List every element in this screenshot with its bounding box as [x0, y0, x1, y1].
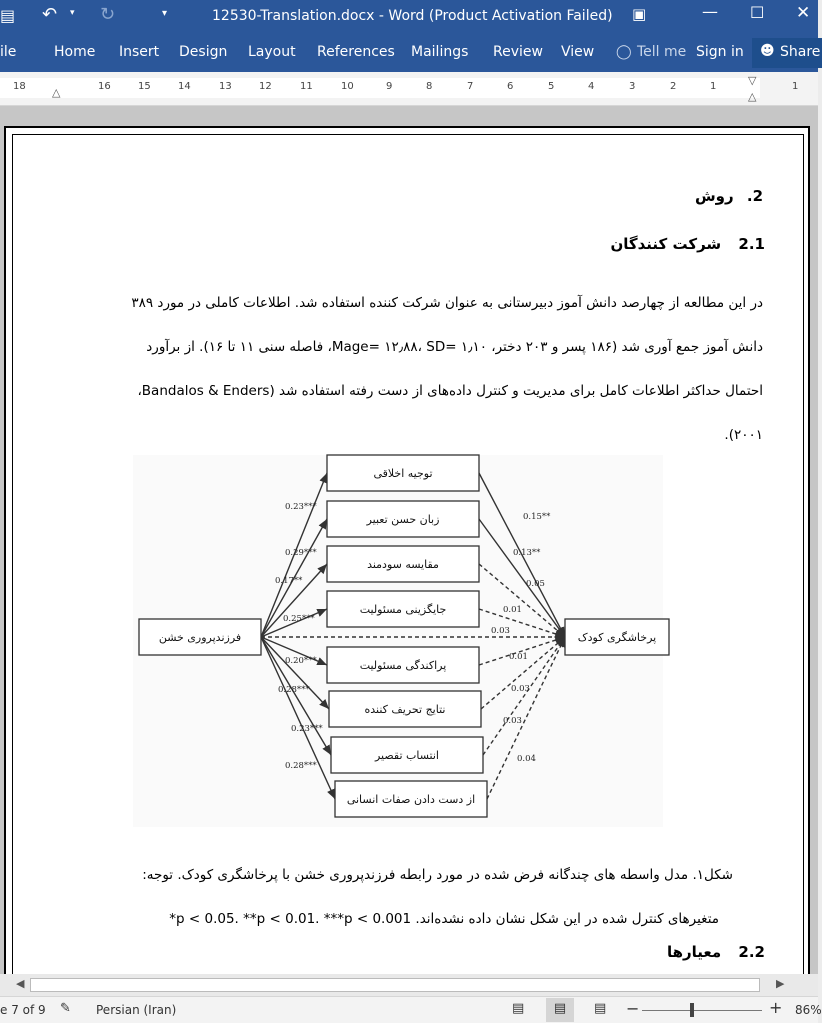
- a-path-coefficient: 0.25***: [283, 614, 315, 624]
- maximize-icon[interactable]: ☐: [750, 3, 765, 22]
- ruler-label: 13: [219, 81, 232, 92]
- document-page[interactable]: [4, 126, 810, 996]
- caption-line: شکل۱. مدل واسطه های چندگانه فرض شده در مورد رابطه فرزندپروری خشن با پرخاشگری کودک. توجه:: [142, 867, 733, 883]
- caption-line: متغیرهای کنترل شده در این شکل نشان داده نشده‌اند. p < 0.05. **p < 0.01. ***p < 0.001*: [169, 911, 719, 927]
- zoom-in-icon[interactable]: +: [769, 998, 783, 1017]
- minimize-icon[interactable]: —: [702, 2, 718, 21]
- mediator-node-label: زبان حسن تعبیر: [366, 513, 440, 526]
- ruler-label: 8: [426, 81, 433, 92]
- b-path-coefficient: 0.03: [511, 684, 530, 694]
- language-indicator[interactable]: Persian (Iran): [96, 1003, 177, 1017]
- horizontal-ruler[interactable]: [0, 72, 818, 106]
- undo-dropdown-icon[interactable]: ▾: [70, 8, 75, 18]
- subsection-heading: [513, 235, 765, 253]
- tab-home[interactable]: Home: [54, 44, 96, 60]
- redo-icon[interactable]: ↻: [100, 4, 116, 25]
- title-bar: [0, 0, 818, 34]
- ruler-label: 1: [710, 81, 717, 92]
- b-path-coefficient: 0.01: [509, 652, 528, 662]
- window-title: 12530-Translation.docx - Word (Product Activation Failed): [212, 8, 613, 24]
- a-path-coefficient: 0.28***: [285, 761, 317, 771]
- tab-file[interactable]: ile: [0, 44, 17, 60]
- horizontal-scrollbar[interactable]: [0, 974, 818, 996]
- tell-me-box[interactable]: Tell me: [637, 44, 687, 60]
- customize-icon[interactable]: ▾: [162, 8, 168, 19]
- ruler-ticks: [0, 81, 818, 97]
- save-icon[interactable]: ▤: [0, 6, 16, 25]
- tab-references[interactable]: References: [317, 44, 395, 60]
- mediation-model-figure: [133, 455, 663, 827]
- share-button[interactable]: [752, 38, 822, 68]
- outcome-node-label: پرخاشگری کودک: [577, 631, 657, 644]
- ruler-label: 12: [259, 81, 272, 92]
- read-mode-icon[interactable]: ▤: [512, 1001, 525, 1016]
- a-path-coefficient: 0.23***: [291, 724, 323, 734]
- section-title: روش: [694, 187, 734, 205]
- ruler-label: 6: [507, 81, 514, 92]
- ruler-label: 1: [792, 81, 799, 92]
- body-paragraph: [53, 281, 763, 457]
- predictor-node-label: فرزندپروری خشن: [158, 631, 242, 644]
- scroll-left-icon[interactable]: ◀: [16, 977, 25, 990]
- a-path-coefficient: 0.23***: [285, 502, 317, 512]
- a-path-coefficient: 0.17**: [275, 576, 303, 586]
- scroll-right-icon[interactable]: ▶: [776, 977, 785, 990]
- tab-review[interactable]: Review: [493, 44, 543, 60]
- section-heading: [573, 187, 763, 205]
- left-indent-marker[interactable]: △: [52, 86, 61, 99]
- a-path-coefficient: 0.20***: [285, 656, 317, 666]
- mediator-node-label: نتایج تحریف کننده: [364, 703, 446, 716]
- a-path-coefficient: 0.29***: [285, 548, 317, 558]
- b-path-coefficient: 0.15**: [523, 512, 551, 522]
- b-path-coefficient: 0.13**: [513, 548, 541, 558]
- b-path-coefficient: 0.03: [503, 716, 522, 726]
- mediator-node-label: جایگزینی مسئولیت: [359, 603, 447, 616]
- ruler-label: 3: [629, 81, 636, 92]
- ruler-label: 9: [386, 81, 393, 92]
- mediator-node-label: انتساب تقصیر: [374, 749, 440, 762]
- status-bar: [0, 996, 822, 1023]
- zoom-level[interactable]: 86%: [795, 1003, 822, 1017]
- mediator-node-label: توجیه اخلاقی: [373, 467, 433, 480]
- paragraph-line: دانش آموز جمع آوری شد (۱۸۶ پسر و ۲۰۳ دختر، Mage= ۱۲٫۸۸، SD= ۱٫۱۰، فاصله سنی ۱۱ تا ۱۶). از برآورد: [146, 339, 763, 355]
- paragraph-line: در این مطالعه از چهارصد دانش آموز دبیرستانی به عنوان شرکت کننده استفاده شد. اطلاعات کاملی در مورد ۳۸۹: [131, 295, 763, 311]
- tab-insert[interactable]: Insert: [119, 44, 160, 60]
- ruler-label: 5: [548, 81, 555, 92]
- section-number: 2.: [746, 187, 763, 205]
- scrollbar-thumb[interactable]: [30, 978, 760, 992]
- zoom-slider[interactable]: [642, 1010, 762, 1011]
- ruler-label: 11: [300, 81, 313, 92]
- subsection-number: 2.2: [738, 943, 765, 961]
- print-layout-icon[interactable]: ▤: [546, 998, 574, 1022]
- figure-caption: [53, 853, 733, 941]
- b-path-coefficient: 0.05: [526, 579, 545, 589]
- ribbon-tabs: [0, 34, 821, 72]
- person-icon: ☻: [760, 43, 775, 59]
- tab-design[interactable]: Design: [179, 44, 228, 60]
- proofing-icon[interactable]: ✎: [60, 1001, 71, 1016]
- subsection-heading: [573, 943, 765, 961]
- a-path-coefficient: 0.28***: [278, 685, 310, 695]
- tab-layout[interactable]: Layout: [248, 44, 296, 60]
- ruler-label: 10: [341, 81, 354, 92]
- ruler-label: 15: [138, 81, 151, 92]
- ruler-label: 4: [588, 81, 595, 92]
- close-icon[interactable]: ✕: [796, 3, 811, 23]
- subsection-number: 2.1: [738, 235, 765, 253]
- ruler-label: 7: [467, 81, 474, 92]
- tab-mailings[interactable]: Mailings: [411, 44, 469, 60]
- ruler-label: 2: [670, 81, 677, 92]
- paragraph-line: ۲۰۰۱).: [724, 427, 763, 443]
- zoom-out-icon[interactable]: −: [626, 999, 640, 1018]
- subsection-title: شرکت کنندگان: [610, 235, 722, 253]
- zoom-slider-thumb[interactable]: [690, 1003, 694, 1017]
- web-layout-icon[interactable]: ▤: [594, 1001, 607, 1016]
- mediator-node-label: مقایسه سودمند: [367, 558, 439, 571]
- page-border: [12, 134, 804, 1014]
- document-area[interactable]: [0, 106, 818, 974]
- right-indent-marker-bottom[interactable]: △: [748, 90, 757, 103]
- right-indent-marker[interactable]: ▽: [748, 74, 757, 87]
- ruler-label: 18: [13, 81, 26, 92]
- share-label: Share: [780, 44, 821, 60]
- paragraph-line: احتمال حداکثر اطلاعات کامل برای مدیریت و کنترل داده‌های از دست رفته استفاده شد (Bandalos & Enders،: [137, 383, 763, 399]
- lightbulb-icon: ◯: [616, 44, 632, 60]
- b-path-coefficient: 0.04: [517, 754, 536, 764]
- ruler-label: 16: [98, 81, 111, 92]
- sign-in-link[interactable]: Sign in: [696, 44, 744, 60]
- ruler-label: 14: [178, 81, 191, 92]
- mediator-node-label: از دست دادن صفات انسانی: [346, 793, 476, 806]
- undo-icon[interactable]: ↶: [42, 4, 58, 25]
- mediator-node-label: پراکندگی مسئولیت: [359, 659, 447, 672]
- tab-view[interactable]: View: [561, 44, 595, 60]
- direct-path-coefficient: 0.03: [491, 626, 510, 636]
- subsection-title: معیارها: [667, 943, 722, 961]
- ribbon-display-icon[interactable]: ▣: [632, 5, 647, 23]
- b-path-coefficient: 0.01: [503, 605, 522, 615]
- page-indicator[interactable]: e 7 of 9: [0, 1003, 46, 1017]
